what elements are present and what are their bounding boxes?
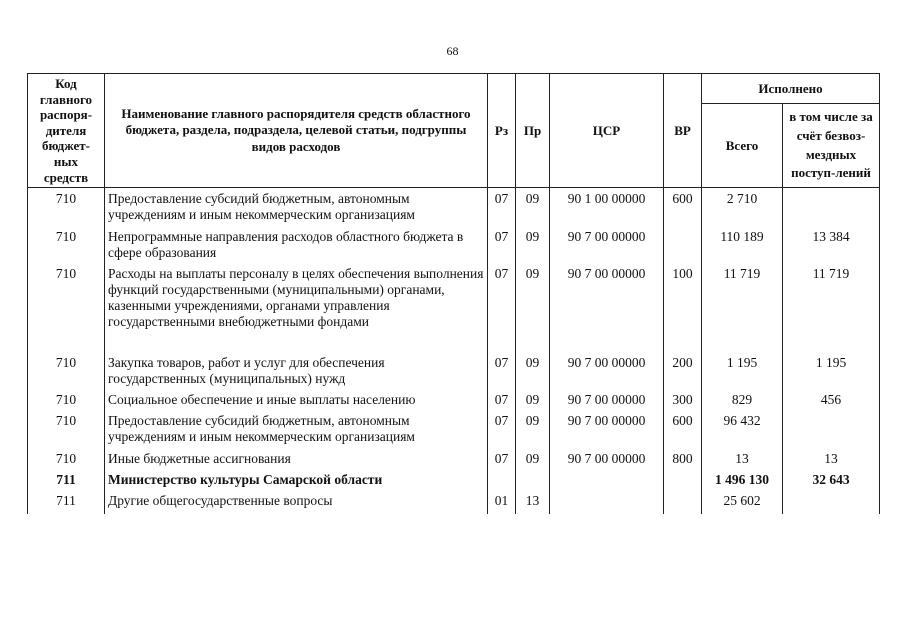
row-total: 1 195	[702, 355, 783, 392]
row-rz: 07	[488, 188, 516, 229]
row-name: Другие общегосударственные вопросы	[105, 493, 488, 514]
row-free	[783, 413, 880, 450]
row-name: Иные бюджетные ассигнования	[105, 451, 488, 472]
row-free: 13 384	[783, 229, 880, 266]
row-code: 710	[28, 355, 105, 392]
row-total: 96 432	[702, 413, 783, 450]
row-code: 711	[28, 493, 105, 514]
row-free: 11 719	[783, 266, 880, 355]
table-header	[28, 74, 880, 188]
row-name: Министерство культуры Самарской области	[105, 472, 488, 493]
row-pr: 09	[516, 451, 550, 472]
header-free: в том числе за счёт безвоз-мездных поступ-лений	[783, 104, 880, 188]
row-csr: 90 7 00 00000	[550, 266, 664, 355]
table-row	[28, 451, 880, 472]
row-total: 1 496 130	[702, 472, 783, 493]
row-csr: 90 7 00 00000	[550, 451, 664, 472]
header-pr: Пр	[516, 74, 550, 188]
row-free: 1 195	[783, 355, 880, 392]
row-rz: 01	[488, 493, 516, 514]
row-total: 13	[702, 451, 783, 472]
table-row	[28, 493, 880, 514]
table-row	[28, 355, 880, 392]
row-pr: 09	[516, 355, 550, 392]
row-csr: 90 7 00 00000	[550, 229, 664, 266]
row-rz: 07	[488, 392, 516, 413]
header-executed: Исполнено	[702, 74, 880, 104]
table-row	[28, 472, 880, 493]
row-free: 32 643	[783, 472, 880, 493]
row-rz: 07	[488, 413, 516, 450]
row-vr	[664, 493, 702, 514]
row-pr: 09	[516, 229, 550, 266]
page-number: 68	[446, 44, 459, 58]
row-free	[783, 493, 880, 514]
row-total: 829	[702, 392, 783, 413]
row-code: 711	[28, 472, 105, 493]
row-vr: 300	[664, 392, 702, 413]
header-vr: ВР	[664, 74, 702, 188]
row-total: 11 719	[702, 266, 783, 355]
table-row	[28, 392, 880, 413]
row-code: 710	[28, 266, 105, 355]
row-free: 456	[783, 392, 880, 413]
row-free	[783, 188, 880, 229]
row-code: 710	[28, 413, 105, 450]
row-pr: 09	[516, 413, 550, 450]
row-pr	[516, 472, 550, 493]
row-vr: 100	[664, 266, 702, 355]
table-row	[28, 188, 880, 229]
row-vr: 800	[664, 451, 702, 472]
header-rz: Рз	[488, 74, 516, 188]
row-vr: 600	[664, 188, 702, 229]
row-name: Предоставление субсидий бюджетным, автономным учреждениям и иным некоммерческим организациям	[105, 188, 488, 229]
row-rz: 07	[488, 355, 516, 392]
row-vr	[664, 472, 702, 493]
row-csr: 90 7 00 00000	[550, 413, 664, 450]
row-total: 25 602	[702, 493, 783, 514]
row-pr: 09	[516, 266, 550, 355]
row-pr: 09	[516, 392, 550, 413]
row-csr	[550, 493, 664, 514]
table-body	[28, 188, 880, 515]
table-row	[28, 229, 880, 266]
row-rz	[488, 472, 516, 493]
header-csr: ЦСР	[550, 74, 664, 188]
row-total: 2 710	[702, 188, 783, 229]
header-total: Всего	[702, 104, 783, 188]
row-csr	[550, 472, 664, 493]
row-name: Расходы на выплаты персоналу в целях обеспечения выполнения функций государственными (муниципальными) органами, казенными учреждениями, органами управления государственными внебюджетными фондами	[105, 266, 488, 355]
row-name: Социальное обеспечение и иные выплаты населению	[105, 392, 488, 413]
row-code: 710	[28, 229, 105, 266]
row-rz: 07	[488, 229, 516, 266]
header-code: Код главного распоря-дителя бюджет-ных средств	[28, 74, 105, 188]
budget-table	[27, 73, 880, 514]
row-csr: 90 7 00 00000	[550, 355, 664, 392]
table-row	[28, 266, 880, 355]
row-vr: 600	[664, 413, 702, 450]
row-vr: 200	[664, 355, 702, 392]
row-name: Непрограммные направления расходов областного бюджета в сфере образования	[105, 229, 488, 266]
row-rz: 07	[488, 266, 516, 355]
row-name: Закупка товаров, работ и услуг для обеспечения государственных (муниципальных) нужд	[105, 355, 488, 392]
header-name: Наименование главного распорядителя средств областного бюджета, раздела, подраздела, целевой статьи, подгруппы видов расходов	[105, 74, 488, 188]
row-total: 110 189	[702, 229, 783, 266]
row-csr: 90 7 00 00000	[550, 392, 664, 413]
table-row	[28, 413, 880, 450]
row-csr: 90 1 00 00000	[550, 188, 664, 229]
row-name: Предоставление субсидий бюджетным, автономным учреждениям и иным некоммерческим организациям	[105, 413, 488, 450]
row-vr	[664, 229, 702, 266]
row-code: 710	[28, 451, 105, 472]
row-code: 710	[28, 188, 105, 229]
row-pr: 09	[516, 188, 550, 229]
row-rz: 07	[488, 451, 516, 472]
row-code: 710	[28, 392, 105, 413]
row-pr: 13	[516, 493, 550, 514]
row-free: 13	[783, 451, 880, 472]
